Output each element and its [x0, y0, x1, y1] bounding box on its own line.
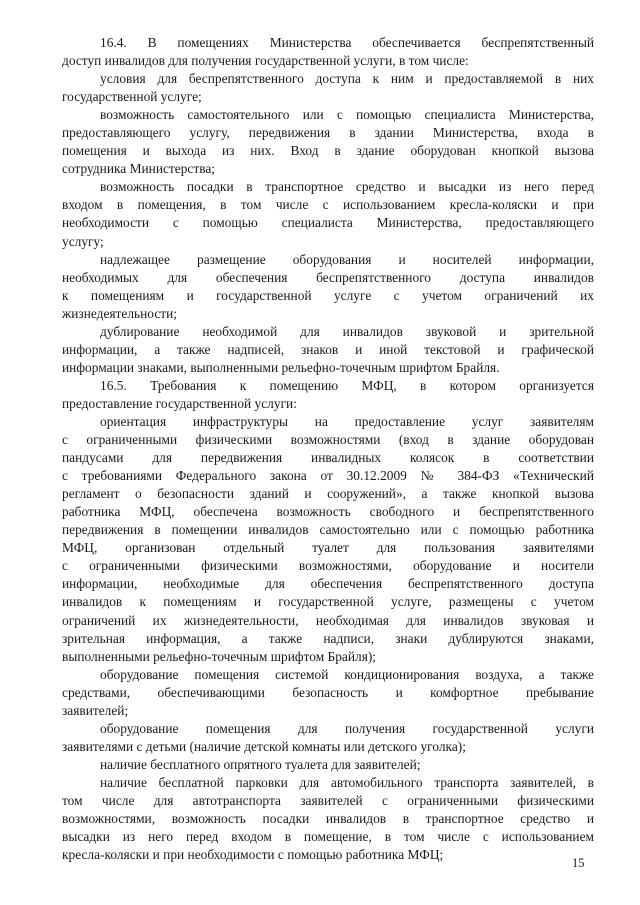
text-line: 16.4. В помещениях Министерства обеспечивается беспрепятственный	[100, 35, 594, 50]
text-line: с ограниченными физическими возможностями, оборудование и носители	[62, 558, 594, 574]
text-line: средствами, обеспечивающими безопасность и комфортное пребывание	[62, 684, 594, 700]
text-line: информации, а также надписей, знаков и иной текстовой и графической	[62, 341, 594, 357]
text-line: надлежащее размещение оборудования и носителей информации,	[100, 251, 594, 267]
text-line: оборудование помещения системой кондиционирования воздуха, а также	[100, 666, 594, 682]
text-line: к помещениям и государственной услуге с учетом ограничений их	[62, 287, 594, 303]
text-line: предоставление государственной услуги:	[62, 395, 297, 411]
text-line: высадки из него перед входом в помещение, в том числе с использованием	[62, 829, 594, 845]
text-line: возможностями, возможность посадки инвалидов в транспортное средство и	[62, 811, 594, 827]
text-line: сотрудника Министерства;	[62, 161, 216, 177]
text-line: информации, необходимые для обеспечения беспрепятственного доступа	[62, 576, 594, 592]
text-line: том числе для автотранспорта заявителей с ограниченными физическими	[62, 792, 594, 808]
text-line: выполненными рельефно-точечным шрифтом Брайля);	[62, 648, 377, 664]
text-line: заявителей;	[62, 702, 129, 718]
page-number: 15	[572, 856, 585, 870]
text-line: возможность посадки в транспортное средство и высадки из него перед	[100, 179, 594, 195]
text-line: работника МФЦ, обеспечена возможность свободного и беспрепятственного	[62, 504, 594, 520]
text-line: ограничений их жизнедеятельности, необходимая для инвалидов звуковая и	[62, 612, 594, 628]
text-line: наличие бесплатного опрятного туалета для заявителей;	[100, 756, 421, 772]
text-line: условия для беспрепятственного доступа к ним и предоставляемой в них	[100, 71, 594, 87]
text-line: регламент о безопасности зданий и сооружений», а также кнопкой вызова	[62, 486, 594, 502]
text-line: доступ инвалидов для получения государственной услуги, в том числе:	[62, 53, 469, 69]
text-line: с ограниченными физическими возможностями (вход в здание оборудован	[62, 432, 594, 448]
text-line: инвалидов к помещениям и государственной услуге, размещены с учетом	[62, 594, 594, 610]
text-line: оборудование помещения для получения государственной услуги	[100, 720, 594, 736]
text-line: пандусами для передвижения инвалидных колясок в соответствии	[62, 450, 594, 466]
document-body	[62, 34, 594, 864]
text-line: информации знаками, выполненными рельефно-точечным шрифтом Брайля.	[62, 359, 500, 375]
text-line: с требованиями Федерального закона от 30.12.2009 № 384-ФЗ «Технический	[62, 468, 594, 484]
text-line: 16.5. Требования к помещению МФЦ, в котором организуется	[100, 377, 594, 393]
text-line: дублирование необходимой для инвалидов звуковой и зрительной	[100, 323, 594, 339]
text-line: ориентация инфраструктуры на предоставление услуг заявителям	[100, 413, 594, 429]
text-line: МФЦ, организован отдельный туалет для пользования заявителями	[62, 540, 594, 556]
text-line: предоставляющего услугу, передвижения в здании Министерства, входа в	[62, 125, 594, 141]
text-line: наличие бесплатной парковки для автомобильного транспорта заявителей, в	[100, 774, 594, 790]
text-line: необходимости с помощью специалиста Министерства, предоставляющего	[62, 215, 594, 231]
text-line: кресла-коляски и при необходимости с помощью работника МФЦ;	[62, 847, 444, 863]
text-line: возможность самостоятельного или с помощью специалиста Министерства,	[100, 107, 594, 123]
text-line: заявителями с детьми (наличие детской комнаты или детского уголка);	[62, 738, 466, 754]
text-line: передвижения в помещении инвалидов самостоятельно или с помощью работника	[62, 522, 594, 538]
text-line: зрительная информация, а также надписи, знаки дублируются знаками,	[62, 630, 594, 646]
text-line: жизнедеятельности;	[62, 305, 178, 321]
text-line: необходимых для обеспечения беспрепятственного доступа инвалидов	[62, 269, 594, 285]
text-line: помещения и выхода из них. Вход в здание оборудован кнопкой вызова	[62, 143, 594, 159]
text-line: услугу;	[62, 233, 104, 249]
text-line: входом в помещения, в том числе с использованием кресла-коляски и при	[62, 197, 594, 213]
text-line: государственной услуге;	[62, 89, 202, 105]
